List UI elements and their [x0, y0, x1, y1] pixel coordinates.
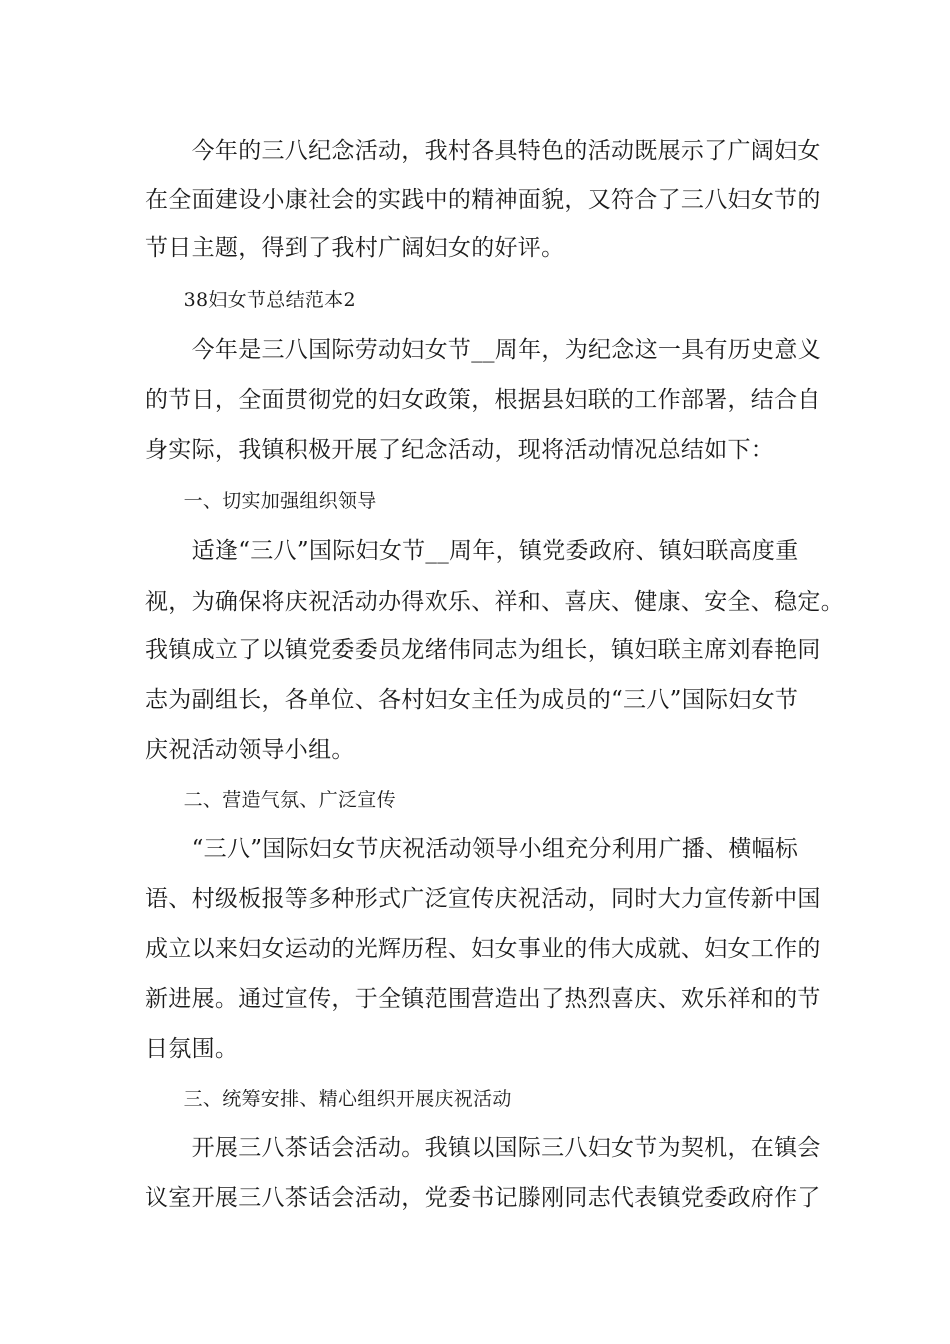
paragraph-line: 身实际，我镇积极开展了纪念活动，现将活动情况总结如下： — [145, 437, 775, 463]
paragraph-line: 适逢“三八”国际妇女节__周年，镇党委政府、镇妇联高度重 — [145, 538, 799, 564]
paragraph-line: 语、村级板报等多种形式广泛宣传庆祝活动，同时大力宣传新中国 — [145, 886, 821, 912]
paragraph-line: 开展三八茶话会活动。我镇以国际三八妇女节为契机，在镇会 — [145, 1135, 821, 1161]
section-heading: 三、统筹安排、精心组织开展庆祝活动 — [145, 1088, 512, 1110]
paragraph-line: 日氛围。 — [145, 1036, 239, 1062]
paragraph-line: “三八”国际妇女节庆祝活动领导小组充分利用广播、横幅标 — [145, 836, 799, 862]
paragraph-line: 的节日，全面贯彻党的妇女政策，根据县妇联的工作部署，结合自 — [145, 387, 821, 413]
section-heading: 一、切实加强组织领导 — [145, 490, 377, 512]
section-heading: 二、营造气氛、广泛宣传 — [145, 789, 396, 811]
paragraph-line: 今年的三八纪念活动，我村各具特色的活动既展示了广阔妇女 — [145, 138, 821, 164]
paragraph-line: 新进展。通过宣传，于全镇范围营造出了热烈喜庆、欢乐祥和的节 — [145, 986, 821, 1012]
paragraph-line: 视，为确保将庆祝活动办得欢乐、祥和、喜庆、健康、安全、稳定。 — [145, 589, 844, 615]
section-title: 38妇女节总结范本2 — [145, 289, 356, 311]
paragraph-line: 议室开展三八茶话会活动，党委书记滕刚同志代表镇党委政府作了 — [145, 1185, 821, 1211]
paragraph-line: 庆祝活动领导小组。 — [145, 737, 355, 763]
paragraph-line: 今年是三八国际劳动妇女节__周年，为纪念这一具有历史意义 — [145, 337, 821, 363]
paragraph-line: 节日主题，得到了我村广阔妇女的好评。 — [145, 235, 565, 261]
paragraph-line: 成立以来妇女运动的光辉历程、妇女事业的伟大成就、妇女工作的 — [145, 936, 821, 962]
paragraph-line: 在全面建设小康社会的实践中的精神面貌，又符合了三八妇女节的 — [145, 187, 821, 213]
paragraph-line: 志为副组长，各单位、各村妇女主任为成员的“三八”国际妇女节 — [145, 687, 799, 713]
paragraph-line: 我镇成立了以镇党委委员龙绪伟同志为组长，镇妇联主席刘春艳同 — [145, 637, 821, 663]
